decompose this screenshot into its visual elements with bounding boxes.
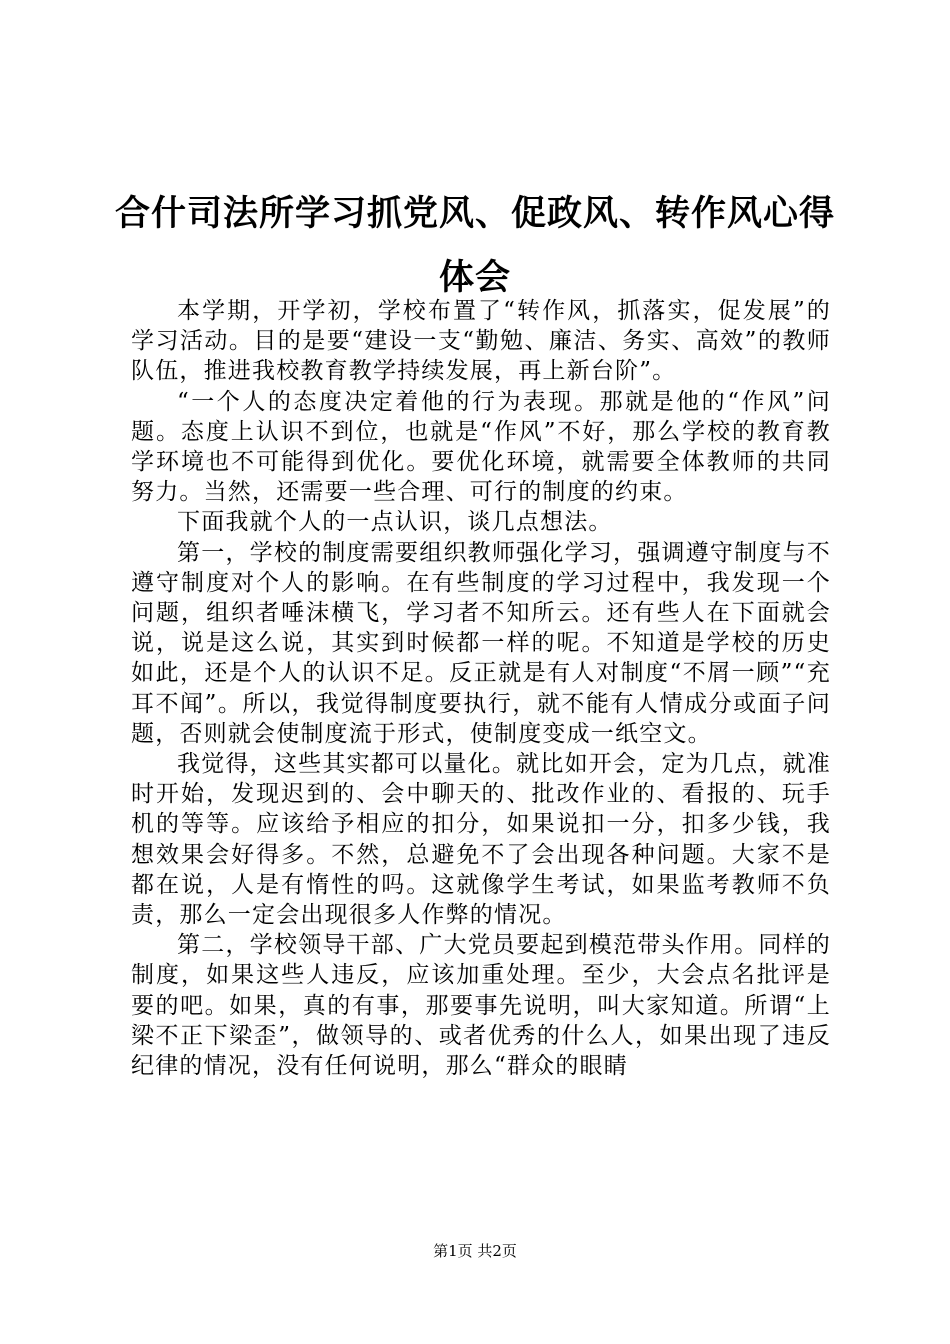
page-footer: 第1页 共2页 [433, 1242, 517, 1260]
document-body [131, 296, 831, 1081]
paragraph-intro: 本学期，开学初，学校布置了“转作风，抓落实，促发展”的学习活动。目的是要“建设一支“勤勉、廉洁、务实、高效”的教师队伍，推进我校教育教学持续发展，再上新台阶”。 [131, 298, 831, 385]
paragraph-transition: 下面我就个人的一点认识，谈几点想法。 [177, 509, 613, 536]
paragraph-point-two: 第二，学校领导干部、广大党员要起到模范带头作用。同样的制度，如果这些人违反，应该加重处理。至少，大会点名批评是要的吧。如果，真的有事，那要事先说明，叫大家知道。所谓“上梁不正下梁歪”，做领导的、或者优秀的什么人，如果出现了违反纪律的情况，没有任何说明，那么“群众的眼睛 [131, 932, 831, 1080]
paragraph-attitude: “一个人的态度决定着他的行为表现。那就是他的“作风”问题。态度上认识不到位，也就是“作风”不好，那么学校的教育教学环境也不可能得到优化。要优化环境，就需要全体教师的共同努力。当然，还需要一些合理、可行的制度的约束。 [131, 388, 831, 506]
paragraph-quantify: 我觉得，这些其实都可以量化。就比如开会，定为几点，就准时开始，发现迟到的、会中聊天的、批改作业的、看报的、玩手机的等等。应该给予相应的扣分，如果说扣一分，扣多少钱，我想效果会好得多。不然，总避免不了会出现各种问题。大家不是都在说，人是有惰性的吗。这就像学生考试，如果监考教师不负责，那么一定会出现很多人作弊的情况。 [131, 751, 831, 929]
document-title: 合什司法所学习抓党风、促政风、转作风心得体会 [114, 194, 835, 298]
paragraph-point-one: 第一，学校的制度需要组织教师强化学习，强调遵守制度与不遵守制度对个人的影响。在有些制度的学习过程中，我发现一个问题，组织者唾沫横飞，学习者不知所云。还有些人在下面就会说，说是这么说，其实到时候都一样的呢。不知道是学校的历史如此，还是个人的认识不足。反正就是有人对制度“不屑一顾”“充耳不闻”。所以，我觉得制度要执行，就不能有人情成分或面子问题，否则就会使制度流于形式，使制度变成一纸空文。 [131, 539, 831, 747]
